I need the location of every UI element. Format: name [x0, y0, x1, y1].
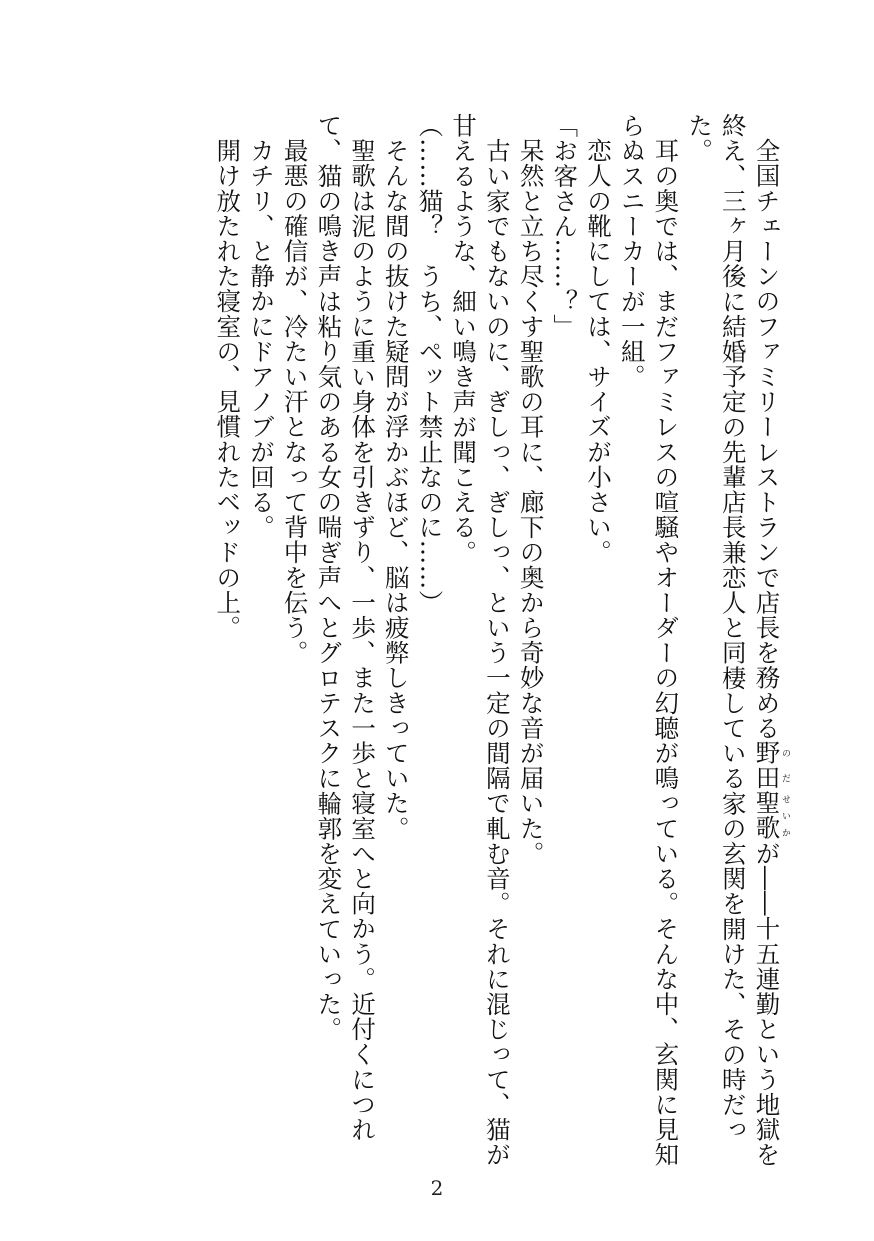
ruby-noda	[752, 739, 790, 791]
paragraph-5: 呆然と立ち尽くす聖歌の耳に、廊下の奥から奇妙な音が届いた。	[516, 137, 546, 866]
page-number: 2	[430, 1176, 444, 1200]
paragraph-1-after: が――十五連勤という地獄を終え、三ヶ月後に結婚予定の先輩店長兼恋人と同棲している家の玄関を開けた、その時だった。	[685, 113, 782, 1167]
ruby-noda-base: 野田	[752, 739, 782, 791]
paragraph-8: そんな間の抜けた疑問が浮かぶほど、脳は疲弊しきっていた。	[381, 137, 411, 841]
ruby-seika-reading: せいか	[780, 790, 790, 841]
paragraph-12: 開け放たれた寝室の、見慣れたベッドの上。	[213, 137, 243, 640]
paragraph-11: カチリ、と静かにドアノブが回る。	[246, 137, 276, 540]
dialogue-2: （……猫？ うち、ペット禁止なのに……）	[415, 113, 445, 615]
dialogue-1: 「お客さん……？」	[550, 113, 580, 339]
paragraph-1	[682, 113, 790, 1173]
ruby-noda-reading: のだ	[780, 739, 790, 791]
ruby-seika	[752, 790, 790, 841]
ruby-seika-base: 聖歌	[752, 790, 782, 841]
paragraph-6: 古い家でもないのに、ぎしっ、ぎしっ、という一定の間隔で軋む音。それに混じって、猫が甘えるような、細い鳴き声が聞こえる。	[449, 113, 512, 1167]
paragraph-2: 耳の奥では、まだファミレスの喧騒やオーダーの幻聴が鳴っている。そんな中、玄関に見知らぬスニーカーが一組。	[617, 113, 681, 1167]
paragraph-1-before: 全国チェーンのファミリーレストランで店長を務める	[752, 137, 782, 740]
paragraph-10: 最悪の確信が、冷たい汗となって背中を伝う。	[280, 137, 310, 665]
paragraph-9: 聖歌は泥のように重い身体を引きずり、一歩、また一歩と寝室へと向かう。近付くにつれて、猫の鳴き声は粘り気のある女の喘ぎ声へとグロテスクに輪郭を変えていった。	[314, 113, 378, 1142]
paragraph-3: 恋人の靴にしては、サイズが小さい。	[583, 137, 613, 565]
body-text-vertical	[150, 113, 790, 1173]
